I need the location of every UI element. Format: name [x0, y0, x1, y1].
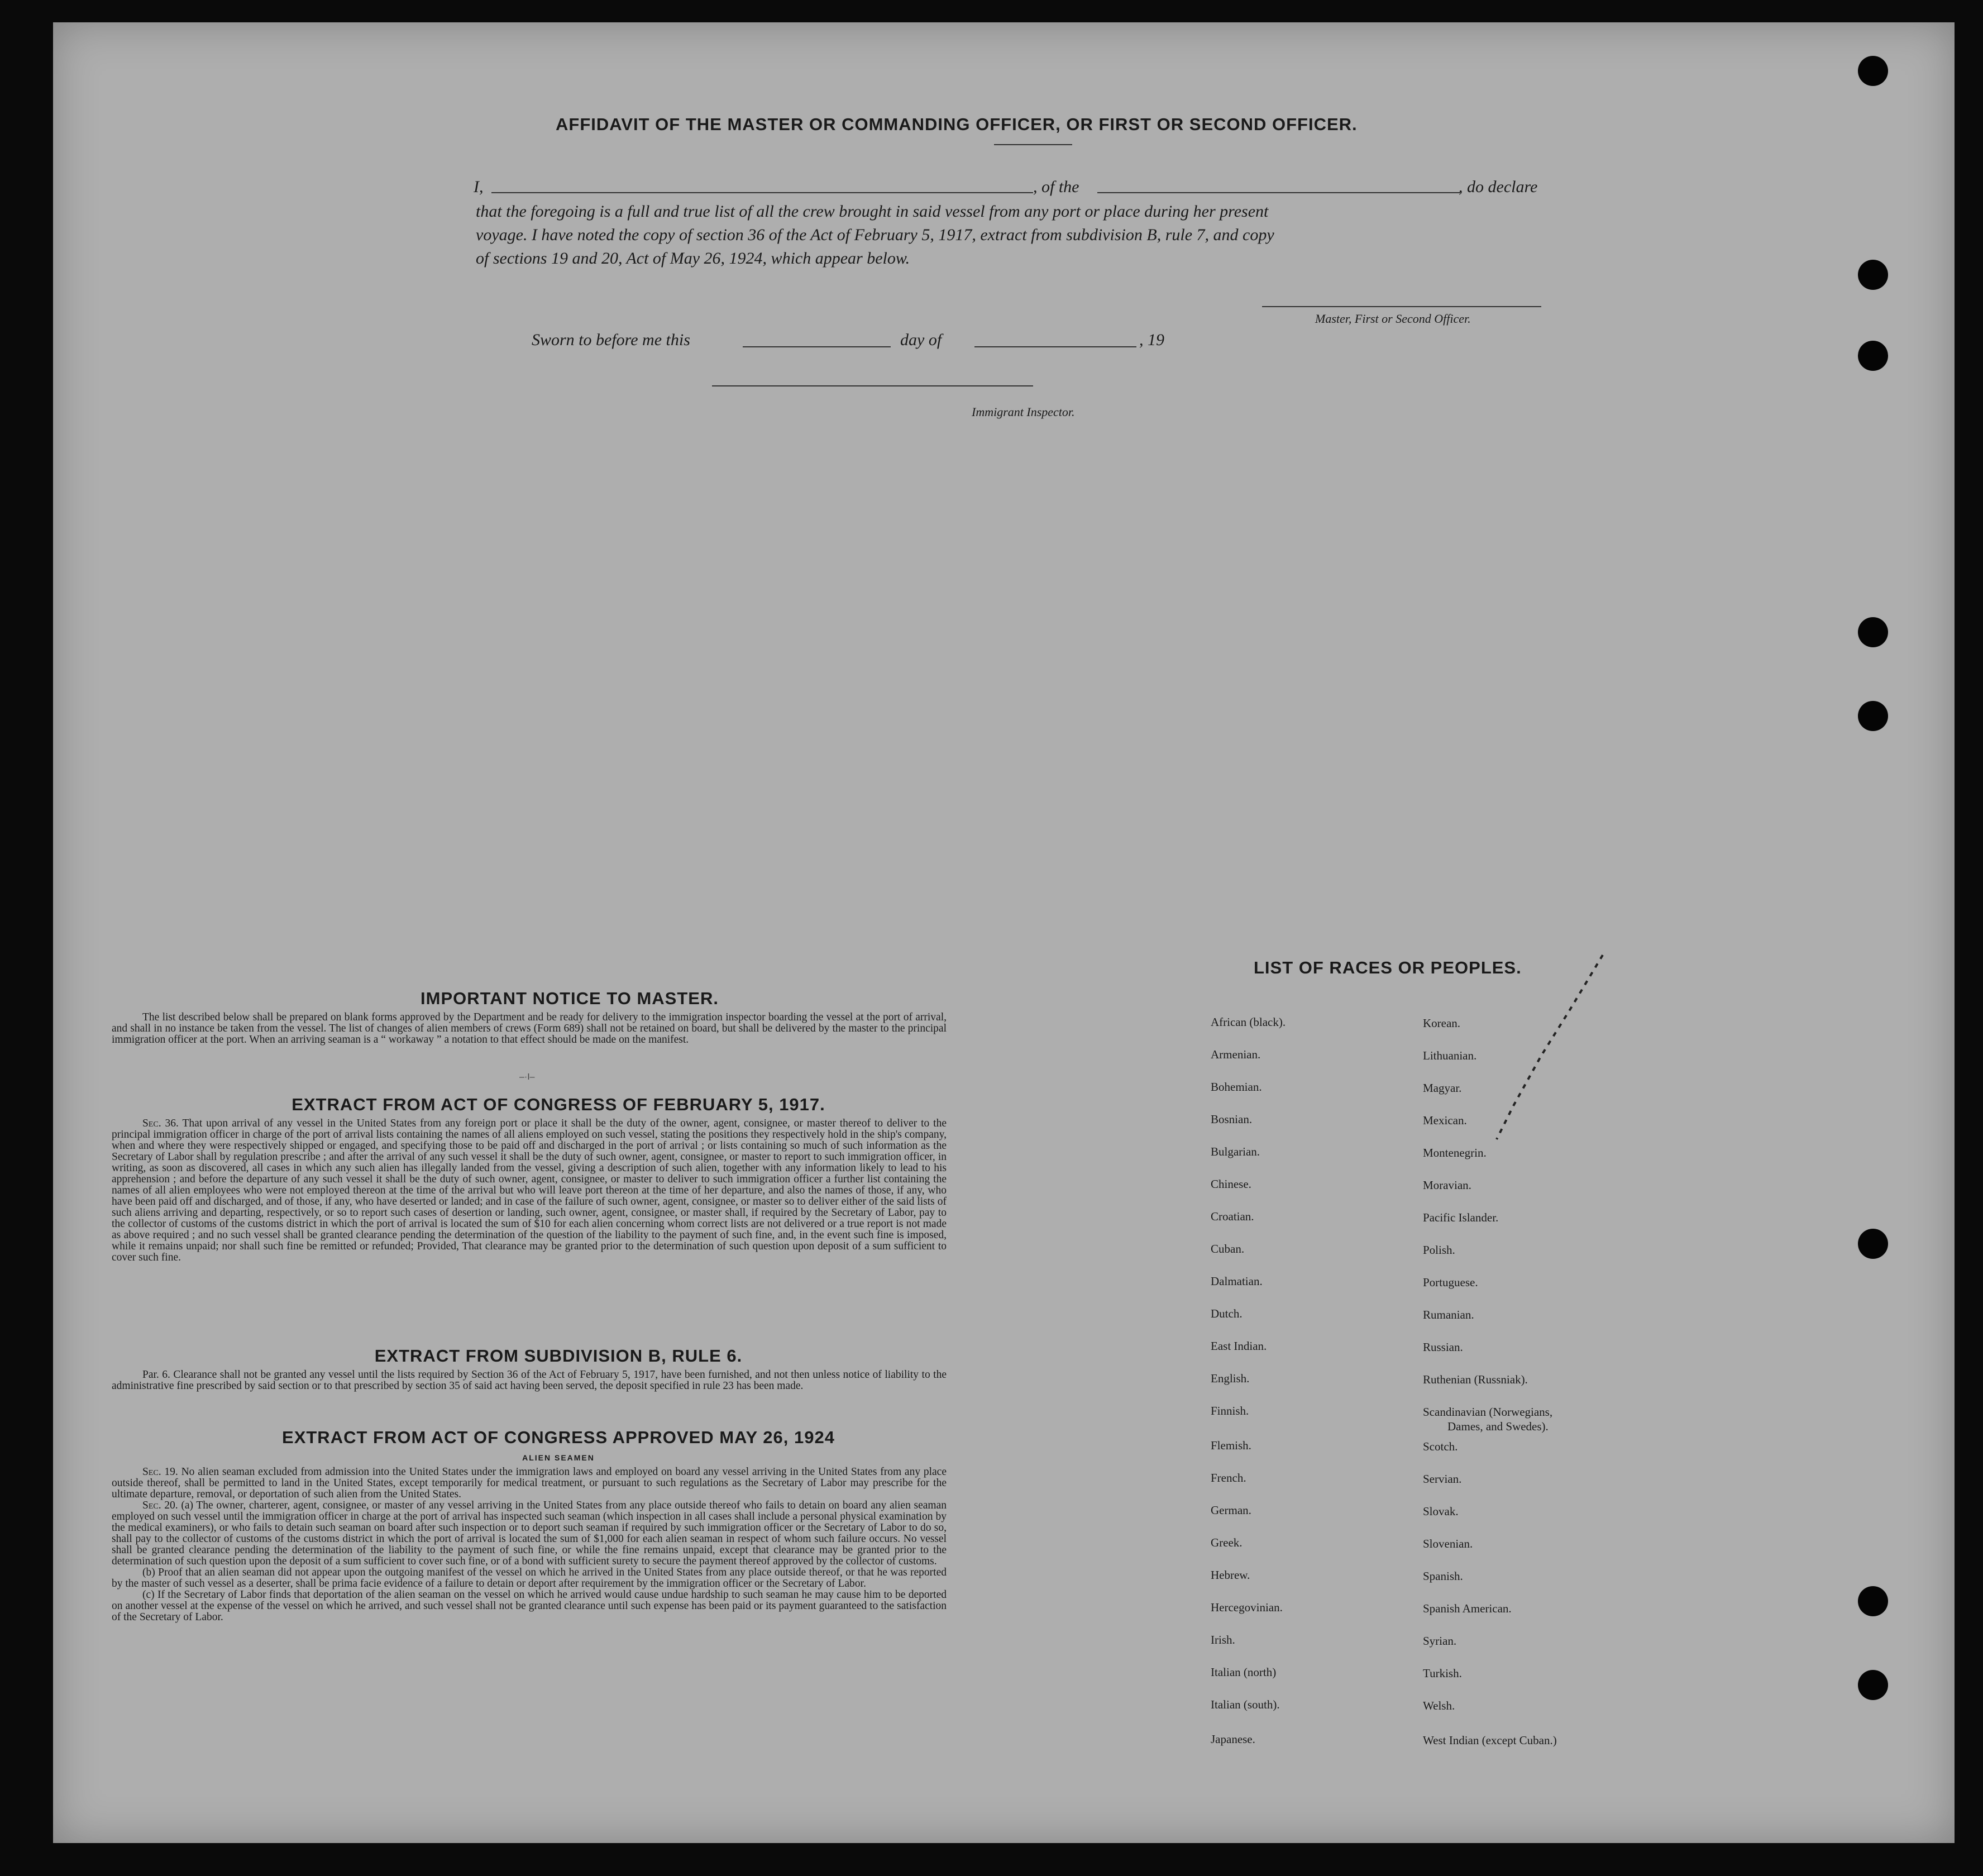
master-signature-line[interactable]	[1262, 306, 1541, 307]
sec20a-text: (a) The owner, charterer, agent, consignee, or master of any vessel arriving in the United States from any place outside thereof who fails to detain on board any alien seaman employed on such vessel until the immigration officer in charge at the port of arrival has inspected such seaman (which inspection in all cases shall include a personal physical examination by the medical examiners), or who fails to detain such seaman on board after such inspection or to deport such seaman if required by such immigration officer or the Secretary of Labor to do so, shall pay to the collector of customs of the customs district in which the port of arrival is located the sum of $1,000 for each alien seaman in respect of whom such failure occurs. No vessel shall be granted clearance pending the determination of the liability to the payment of such fine, or while the fine remains unpaid, except that clearance may be granted prior to the determination of such question upon the deposit of a sum sufficient to cover such fine, or of a bond with sufficient surety to secure the payment thereof approved by the collector of customs.	[112, 1500, 947, 1567]
sec20-label: Sec. 20.	[142, 1500, 178, 1511]
extract-1924-title: EXTRACT FROM ACT OF CONGRESS APPROVED MAY 26, 1924	[282, 1428, 835, 1447]
punch-hole	[1858, 341, 1888, 371]
sworn-year: , 19	[1139, 331, 1164, 349]
extract-1917-body	[112, 1118, 947, 1263]
punch-hole	[1858, 260, 1888, 290]
race-item: Rumanian.	[1423, 1308, 1474, 1321]
race-item: Greek.	[1211, 1536, 1243, 1549]
notice-title: IMPORTANT NOTICE TO MASTER.	[421, 989, 719, 1008]
punch-hole	[1858, 617, 1888, 647]
races-title: LIST OF RACES OR PEOPLES.	[1254, 958, 1522, 977]
race-item: Spanish.	[1423, 1569, 1463, 1583]
race-item: German.	[1211, 1503, 1251, 1517]
race-item: West Indian (except Cuban.)	[1423, 1734, 1557, 1747]
race-item: Bulgarian.	[1211, 1145, 1260, 1158]
race-item: Syrian.	[1423, 1634, 1457, 1648]
race-item: Russian.	[1423, 1340, 1463, 1354]
race-item: Cuban.	[1211, 1242, 1245, 1256]
race-item: Montenegrin.	[1423, 1146, 1487, 1159]
race-item: Welsh.	[1423, 1699, 1455, 1712]
race-item: Mexican.	[1423, 1114, 1467, 1127]
race-item: African (black).	[1211, 1015, 1286, 1029]
master-caption: Master, First or Second Officer.	[1315, 312, 1471, 326]
race-item: Moravian.	[1423, 1178, 1471, 1192]
race-item: Italian (north)	[1211, 1665, 1277, 1679]
race-item: Hebrew.	[1211, 1568, 1250, 1582]
race-item: Slovak.	[1423, 1505, 1459, 1518]
race-item: Armenian.	[1211, 1048, 1261, 1061]
affidavit-line1-suffix: , do declare	[1459, 178, 1538, 196]
race-item: Dalmatian.	[1211, 1274, 1263, 1288]
race-item: Spanish American.	[1423, 1602, 1512, 1615]
notice-text: The list described below shall be prepared on blank forms approved by the Department and be ready for delivery to the immigration inspector boarding the vessel at the port of arrival, and shall in no instance be taken from the vessel. The list of changes of alien members of crews (Form 689) shall not be retained on board, but shall be delivered by the master to the principal immigration officer at the port. When an arriving seaman is a “ workaway ” a notation to that effect should be made on the manifest.	[112, 1011, 947, 1046]
race-item: Flemish.	[1211, 1439, 1251, 1452]
race-item: Scotch.	[1423, 1440, 1458, 1453]
vessel-field-line[interactable]	[1097, 192, 1460, 193]
race-item: English.	[1211, 1372, 1250, 1385]
race-item: Hercegovinian.	[1211, 1601, 1283, 1614]
rule6-text: Par. 6. Clearance shall not be granted any vessel until the lists required by Section 36 of the Act of February 5, 1917, have been furnished, and not then unless notice of liability to the administrative fine prescribed by said section or to that prescribed by section 35 of said act having been served, the deposit specified in rule 23 has been made.	[112, 1369, 947, 1392]
race-item: Korean.	[1423, 1016, 1461, 1030]
pencil-mark	[1474, 949, 1608, 1151]
race-item: Scandinavian (Norwegians,	[1423, 1405, 1553, 1419]
race-item: Slovenian.	[1423, 1537, 1473, 1550]
punch-hole	[1858, 1670, 1888, 1700]
inspector-caption: Immigrant Inspector.	[972, 405, 1075, 419]
affidavit-line2: that the foregoing is a full and true list of all the crew brought in said vessel from any port or place during her present	[476, 202, 1269, 221]
race-item: Portuguese.	[1423, 1276, 1478, 1289]
race-item: Pacific Islander.	[1423, 1211, 1499, 1224]
extract-1924-body	[112, 1467, 947, 1623]
race-item: Dutch.	[1211, 1307, 1243, 1320]
race-item: Lithuanian.	[1423, 1049, 1477, 1062]
race-item: Irish.	[1211, 1633, 1235, 1646]
name-field-line[interactable]	[491, 192, 1033, 193]
punch-hole	[1858, 1586, 1888, 1616]
race-item: Polish.	[1423, 1243, 1455, 1257]
sworn-prefix: Sworn to before me this	[532, 331, 690, 349]
sec20c-text: (c) If the Secretary of Labor finds that deportation of the alien seaman on the vessel on which he arrived would cause undue hardship to such seaman he may cause him to be deported on another vessel at the expense of the vessel on which he arrived, and such vessel shall not be granted clearance until such expense has been paid or its payment guaranteed to the satisfaction of the Secretary of Labor.	[112, 1589, 947, 1623]
affidavit-title: AFFIDAVIT OF THE MASTER OR COMMANDING OFFICER, OR FIRST OR SECOND OFFICER.	[556, 114, 1358, 134]
extract-1917-title: EXTRACT FROM ACT OF CONGRESS OF FEBRUARY 5, 1917.	[292, 1095, 825, 1114]
sec19-label: Sec. 19.	[142, 1466, 178, 1478]
sec36-text: That upon arrival of any vessel in the United States from any foreign port or place it shall be the duty of the owner, agent, consignee, or master thereof to deliver to the principal immigration officer in charge of the port of arrival lists containing the names of all aliens employed on such vessel, stating the positions they respectively hold in the ship's company, when and where they were respectively shipped or engaged, and specifying those to be paid off and discharged in the port of arrival ; or lists containing so much of such information as the Secretary of Labor shall by regulation prescribe ; and after the arrival of any such vessel it shall be the duty of such owner, agent, consignee, or master to report to such immigration officer, in writing, as soon as discovered, all cases in which any such alien has illegally landed from the vessel, giving a description of such alien, together with any information likely to lead to his apprehension ; and before the departure of any such vessel it shall be the duty of such owner, agent, consignee, or master to deliver to such immigration officer a further list containing the names of all alien employees who were not employed thereon at the time of the arrival but who will leave port thereon at the time of her departure, and also the names of those, if any, who have been paid off and discharged, and of those, if any, who have deserted or landed; and in case of the failure of such owner, agent, consignee, or master so to deliver either of the said lists of such aliens arriving and departing, respectively, or so to report such cases of desertion or landing, such owner, agent, consignee, or master shall, if required by the Secretary of Labor, pay to the collector of customs of the customs district in which the port of arrival is located the sum of $10 for each alien concerning whom correct lists are not delivered or a true report is not made as above required ; and no such vessel shall be granted clearance pending the determination of the question of the liability to the payment of such fine, and, in the event such fine is imposed, while it remains unpaid; nor shall such fine be remitted or refunded; Provided, That clearance may be granted prior to the determination of such question upon deposit of a sum sufficient to cover such fine.	[112, 1118, 947, 1263]
race-item: Japanese.	[1211, 1732, 1255, 1746]
race-item: French.	[1211, 1471, 1246, 1484]
sworn-day-line[interactable]	[743, 346, 891, 347]
race-item: Magyar.	[1423, 1081, 1462, 1095]
inspector-signature-line[interactable]	[712, 385, 1033, 386]
race-item: Chinese.	[1211, 1177, 1251, 1191]
punch-hole	[1858, 56, 1888, 86]
punch-hole	[1858, 701, 1888, 731]
race-item: Turkish.	[1423, 1667, 1462, 1680]
rule6-title: EXTRACT FROM SUBDIVISION B, RULE 6.	[374, 1346, 743, 1366]
punch-hole	[1858, 1229, 1888, 1259]
race-item: Italian (south).	[1211, 1698, 1280, 1711]
sworn-day-label: day of	[900, 331, 942, 349]
race-item: Dames, and Swedes).	[1447, 1420, 1549, 1433]
affidavit-line3: voyage. I have noted the copy of section 36 of the Act of February 5, 1917, extract from subdivision B, rule 7, and copy	[476, 226, 1274, 244]
section-divider: –·I–	[519, 1072, 535, 1082]
race-item: Bosnian.	[1211, 1113, 1253, 1126]
race-item: Croatian.	[1211, 1210, 1254, 1223]
alien-seamen-subhead: ALIEN SEAMEN	[522, 1453, 595, 1462]
race-item: Bohemian.	[1211, 1080, 1262, 1094]
sec19-text: No alien seaman excluded from admission into the United States under the immigration laws and employed on board any vessel arriving in the United States from any place outside thereof, shall be permitted to land in the United States, except temporarily for medical treatment, or pursuant to such regulations as the Secretary of Labor may prescribe for the ultimate departure, removal, or deportation of such alien from the United States.	[112, 1466, 947, 1500]
race-item: East Indian.	[1211, 1339, 1267, 1353]
sec36-label: Sec. 36.	[142, 1118, 179, 1129]
race-item: Ruthenian (Russniak).	[1423, 1373, 1528, 1386]
sworn-month-line[interactable]	[974, 346, 1136, 347]
affidavit-line4: of sections 19 and 20, Act of May 26, 1924, which appear below.	[476, 249, 910, 268]
affidavit-line1-prefix: I,	[474, 178, 484, 196]
race-item: Finnish.	[1211, 1404, 1249, 1417]
title-underline	[994, 144, 1072, 145]
affidavit-line1-mid: , of the	[1033, 178, 1079, 196]
race-item: Servian.	[1423, 1472, 1462, 1486]
sec20b-text: (b) Proof that an alien seaman did not appear upon the outgoing manifest of the vessel on which he arrived in the United States from any place outside thereof, or that he was reported by the master of such vessel as a deserter, shall be prima facie evidence of a failure to detain or deport after requirement by the immigration officer or the Secretary of Labor.	[112, 1567, 947, 1589]
